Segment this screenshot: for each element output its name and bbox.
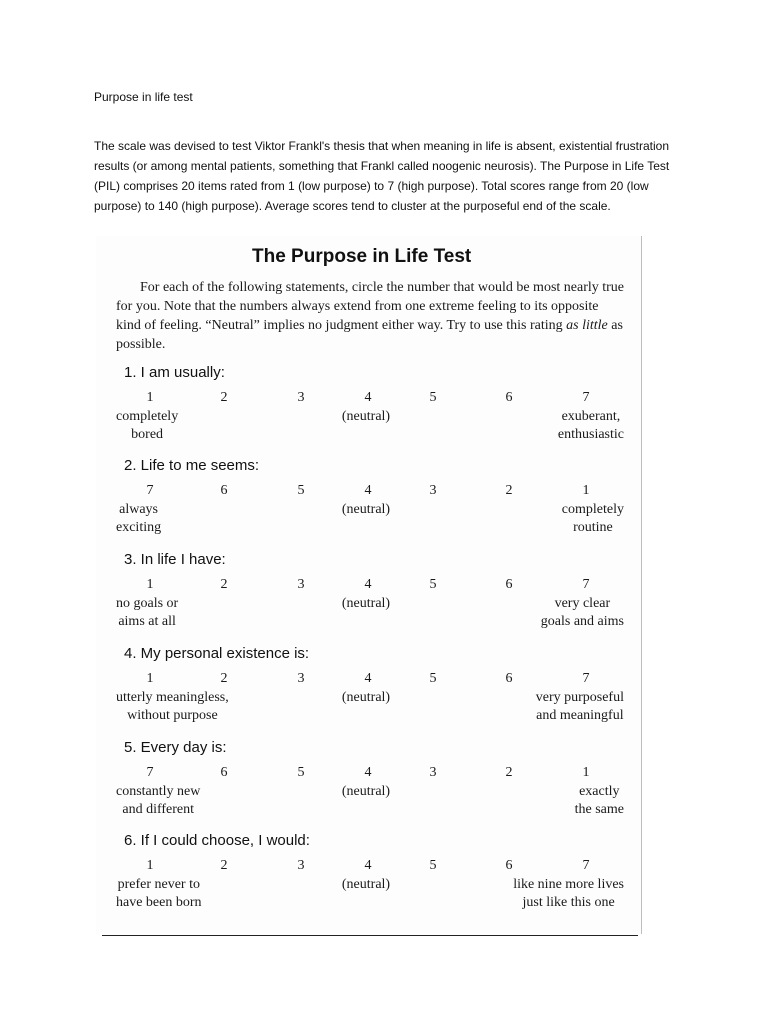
rating-option[interactable]: 2 <box>220 671 228 686</box>
rating-option[interactable]: 2 <box>220 577 228 592</box>
right-anchor-label: very purposeful and meaningful <box>535 690 624 723</box>
rating-option[interactable]: 2 <box>505 765 513 780</box>
rating-option[interactable]: 2 <box>505 483 513 498</box>
rating-option[interactable]: 7 <box>582 858 590 873</box>
neutral-label: (neutral) <box>341 690 391 705</box>
rating-option[interactable]: 5 <box>297 483 305 498</box>
test-title: The Purpose in Life Test <box>252 246 472 267</box>
neutral-label: (neutral) <box>341 502 391 517</box>
rating-option[interactable]: 6 <box>505 390 513 405</box>
item-question: 6. If I could choose, I would: <box>124 832 310 849</box>
left-anchor-label: utterly meaningless, without purpose <box>116 690 229 723</box>
rating-option[interactable]: 4 <box>364 390 372 405</box>
rating-option[interactable]: 7 <box>582 390 590 405</box>
rating-option[interactable]: 3 <box>429 483 437 498</box>
left-anchor-label: always exciting <box>116 502 162 535</box>
right-anchor-label: exactly the same <box>574 784 624 817</box>
rating-option[interactable]: 1 <box>146 858 154 873</box>
rating-option[interactable]: 5 <box>429 577 437 592</box>
neutral-label: (neutral) <box>341 877 391 892</box>
rating-option[interactable]: 1 <box>146 671 154 686</box>
test-item <box>96 739 642 829</box>
rating-option[interactable]: 6 <box>505 671 513 686</box>
rating-option[interactable]: 2 <box>220 390 228 405</box>
rating-option[interactable]: 6 <box>505 858 513 873</box>
rating-option[interactable]: 3 <box>297 671 305 686</box>
item-question: 1. I am usually: <box>124 364 225 381</box>
rating-option[interactable]: 2 <box>220 858 228 873</box>
test-item <box>96 364 642 454</box>
right-anchor-label: exuberant, enthusiastic <box>557 409 624 442</box>
rating-option[interactable]: 3 <box>429 765 437 780</box>
rating-option[interactable]: 1 <box>146 577 154 592</box>
rating-option[interactable]: 6 <box>505 577 513 592</box>
rating-option[interactable]: 7 <box>582 671 590 686</box>
rating-option[interactable]: 5 <box>297 765 305 780</box>
rating-option[interactable]: 6 <box>220 765 228 780</box>
scan-bottom-rule <box>102 935 638 937</box>
rating-option[interactable]: 3 <box>297 858 305 873</box>
rating-option[interactable]: 7 <box>146 765 154 780</box>
rating-option[interactable]: 3 <box>297 390 305 405</box>
left-anchor-label: prefer never to have been born <box>116 877 202 910</box>
rating-option[interactable]: 7 <box>146 483 154 498</box>
right-anchor-label: completely routine <box>561 502 624 535</box>
page-title: Purpose in life test <box>94 90 193 104</box>
neutral-label: (neutral) <box>341 596 391 611</box>
right-anchor-label: like nine more lives just like this one <box>513 877 624 910</box>
rating-option[interactable]: 3 <box>297 577 305 592</box>
test-item <box>96 645 642 735</box>
left-anchor-label: no goals or aims at all <box>116 596 179 629</box>
rating-option[interactable]: 4 <box>364 577 372 592</box>
right-anchor-label: very clear goals and aims <box>540 596 624 629</box>
instructions-text-end: as possible. <box>116 318 623 352</box>
rating-option[interactable]: 4 <box>364 671 372 686</box>
test-item <box>96 551 642 641</box>
rating-option[interactable]: 1 <box>582 483 590 498</box>
item-question: 3. In life I have: <box>124 551 226 568</box>
left-anchor-label: completely bored <box>116 409 179 442</box>
test-item <box>96 832 642 922</box>
neutral-label: (neutral) <box>341 784 391 799</box>
rating-option[interactable]: 1 <box>582 765 590 780</box>
instructions-emphasis: as little <box>566 318 608 333</box>
rating-option[interactable]: 5 <box>429 671 437 686</box>
intro-paragraph: The scale was devised to test Viktor Frankl's thesis that when meaning in life is absent, existential frustration results (or among mental patients, something that Frankl called noogenic neurosis). The Purpose in Life Test (PIL) comprises 20 items rated from 1 (low purpose) to 7 (high purpose). Total scores range from 20 (low purpose) to 140 (high purpose). Average scores tend to cluster at the purposeful end of the scale. <box>94 139 670 213</box>
rating-option[interactable]: 6 <box>220 483 228 498</box>
rating-option[interactable]: 4 <box>364 858 372 873</box>
rating-option[interactable]: 4 <box>364 483 372 498</box>
rating-option[interactable]: 5 <box>429 390 437 405</box>
left-anchor-label: constantly new and different <box>116 784 201 817</box>
rating-option[interactable]: 1 <box>146 390 154 405</box>
test-instructions <box>116 278 626 354</box>
scanned-test-sheet <box>96 236 642 934</box>
instructions-text: For each of the following statements, circle the number that would be most nearly true for you. Note that the numbers always extend from one extreme feeling to its opposite kind of feeling. “Neutral” implies no judgment either way. Try to use this rating <box>116 280 625 333</box>
neutral-label: (neutral) <box>341 409 391 424</box>
test-item <box>96 457 642 547</box>
item-question: 4. My personal existence is: <box>124 645 310 662</box>
rating-option[interactable]: 5 <box>429 858 437 873</box>
rating-option[interactable]: 4 <box>364 765 372 780</box>
item-question: 2. Life to me seems: <box>124 457 260 474</box>
item-question: 5. Every day is: <box>124 739 227 756</box>
rating-option[interactable]: 7 <box>582 577 590 592</box>
